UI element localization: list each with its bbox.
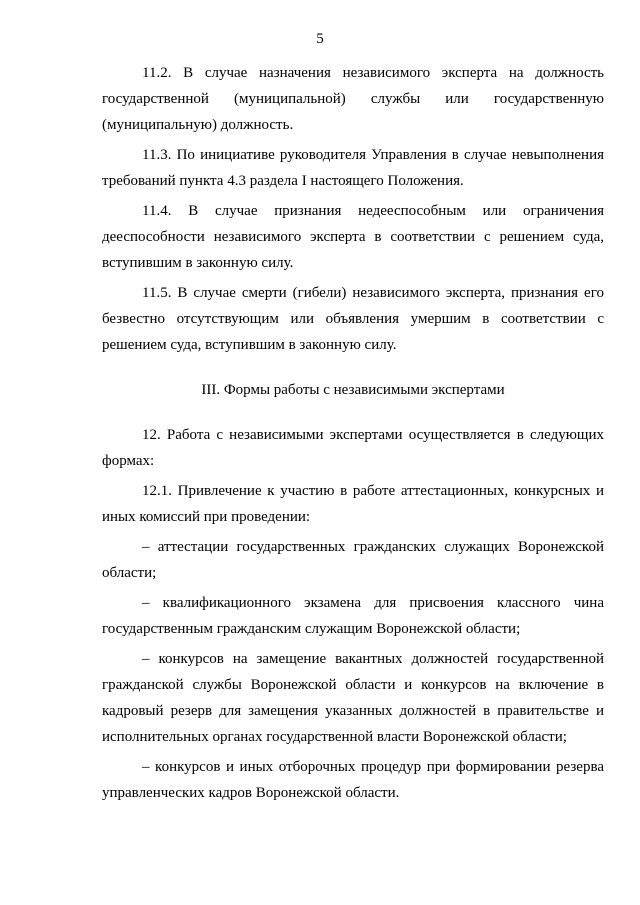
list-item-vacancy-contests: – конкурсов на замещение вакантных должностей государственной гражданской службы Воронежской области и конкурсов на включение в кадровый резерв для замещения указанных должностей в правительстве и исполнительных органах государственной власти Воронежской области; (102, 651, 604, 745)
paragraph-12: 12. Работа с независимыми экспертами осуществляется в следующих формах: (102, 427, 604, 469)
paragraph-12-1: 12.1. Привлечение к участию в работе аттестационных, конкурсных и иных комиссий при проведении: (102, 483, 604, 525)
document-body (102, 60, 604, 806)
paragraph-11-2: 11.2. В случае назначения независимого эксперта на должность государственной (муниципальной) службы или государственную (муниципальную) должность. (102, 65, 604, 133)
page-number: 5 (316, 31, 324, 47)
paragraph-11-4: 11.4. В случае признания недееспособным или ограничения дееспособности независимого эксперта в соответствии с решением суда, вступившим в законную силу. (102, 203, 604, 271)
paragraph-11-3: 11.3. По инициативе руководителя Управления в случае невыполнения требований пункта 4.3 раздела I настоящего Положения. (102, 147, 604, 189)
list-item-management-reserve: – конкурсов и иных отборочных процедур при формировании резерва управленческих кадров Воронежской области. (102, 759, 604, 801)
paragraph-11-5: 11.5. В случае смерти (гибели) независимого эксперта, признания его безвестно отсутствующим или объявления умершим в соответствии с решением суда, вступившим в законную силу. (102, 285, 604, 353)
list-item-attestation: – аттестации государственных гражданских служащих Воронежской области; (102, 539, 604, 581)
list-item-qualification-exam: – квалификационного экзамена для присвоения классного чина государственным гражданским служащим Воронежской области; (102, 595, 604, 637)
section-heading: III. Формы работы с независимыми экспертами (201, 382, 505, 398)
